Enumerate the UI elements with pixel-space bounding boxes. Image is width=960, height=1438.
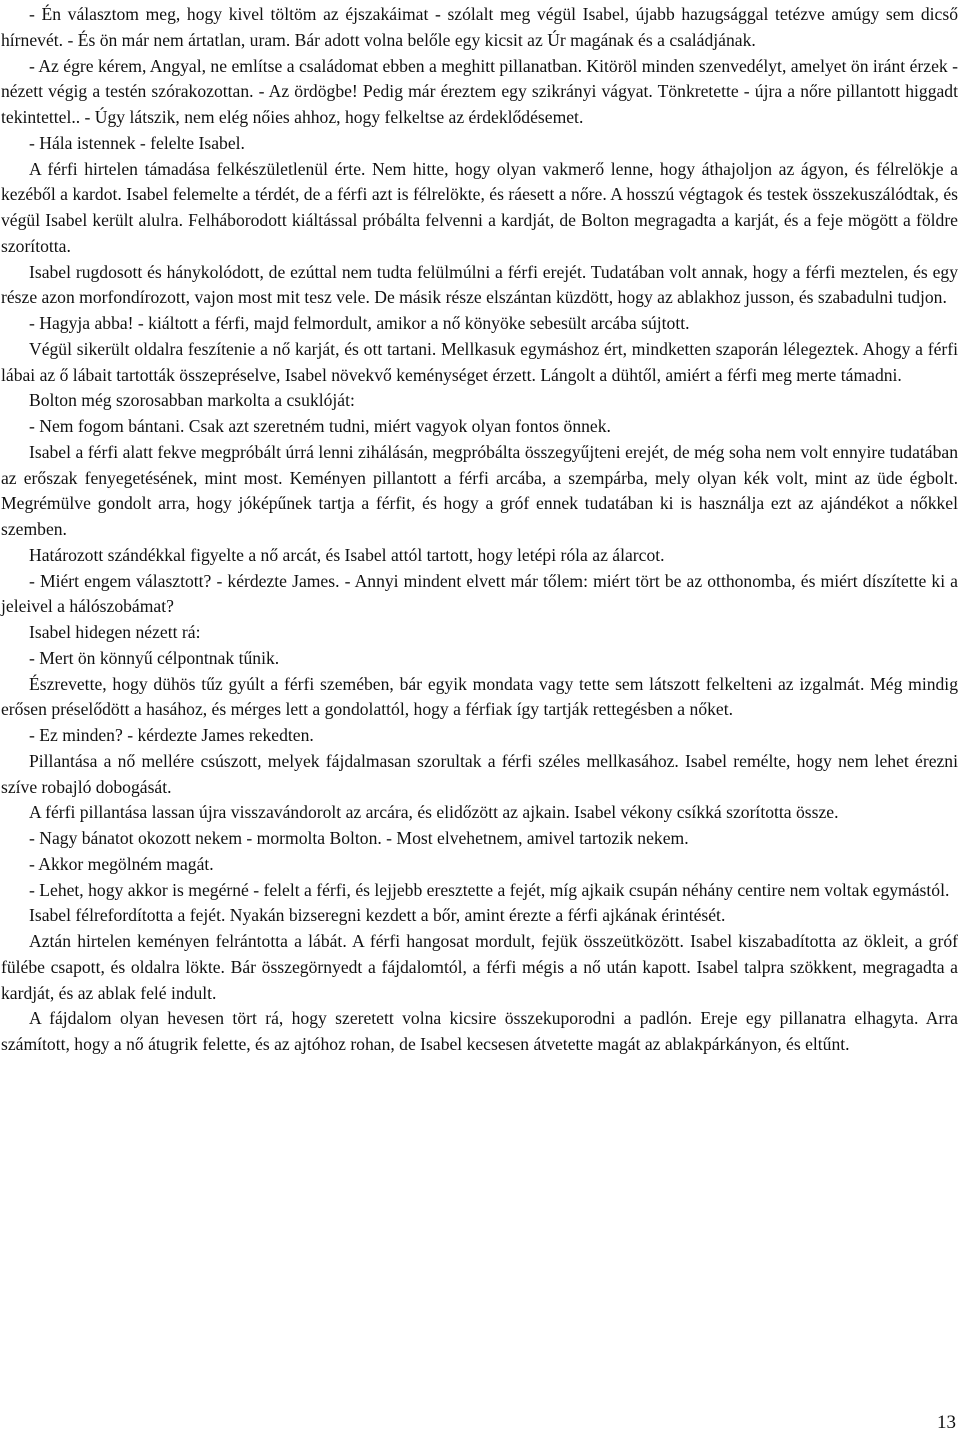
paragraph: Határozott szándékkal figyelte a nő arcát, és Isabel attól tartott, hogy letépi róla az álarcot. [29,544,665,565]
paragraph: - Én választom meg, hogy kivel töltöm az éjszakáimat - szólalt meg végül Isabel, újabb hazugsággal tetézve amúgy sem dicső hírnevét. - És ön már nem ártatlan, uram. Bár adott volna belőle egy kicsit az Úr magának és a családjának. [1,4,958,50]
paragraph: Isabel hidegen nézett rá: [29,622,201,642]
paragraph: Isabel félrefordította a fejét. Nyakán bizseregni kezdett a bőr, amint érezte a férfi ajkának érintését. [29,905,726,926]
paragraph: - Nagy bánatot okozott nekem - mormolta Bolton. - Most elvehetnem, amivel tartozik nekem. [29,828,689,848]
paragraph: - Lehet, hogy akkor is megérné - felelt a férfi, és lejjebb eresztette a fejét, míg ajkaik csupán néhány centire nem voltak egymástól. [29,879,950,900]
paragraph: Pillantása a nő mellére csúszott, melyek fájdalmasan szorultak a férfi széles mellkasához. Isabel remélte, hogy nem lehet érezni szíve robajló dobogását. [1,750,958,797]
paragraph: A férfi pillantása lassan újra visszavándorolt az arcára, és elidőzött az ajkain. Isabel vékony csíkká szorította össze. [29,802,839,823]
paragraph: Bolton még szorosabban markolta a csuklóját: [29,390,355,411]
paragraph: - Miért engem választott? - kérdezte James. - Annyi mindent elvett már tőlem: miért tört be az otthonomba, és miért díszítette ki a jeleivel a hálószobámat? [1,570,958,617]
paragraph: Aztán hirtelen keményen felrántotta a lábát. A férfi hangosat mordult, fejük összeütközött. Isabel kiszabadította az ökleit, a gróf fülébe csapott, és oldalra lökte. Bár összegörnyedt a fájdalomtól, a férfi mégis a nő után kapott. Isabel talpra szökkent, megragadta a kardját, és az ablak felé indult. [1,931,958,1003]
paragraph: - Az égre kérem, Angyal, ne említse a családomat ebben a meghitt pillanatban. Kitöröl minden szenvedélyt, amelyet ön iránt érzek - nézett végig a testén szórakozottan. - Az ördögbe! Pedig már éreztem egy szikrányi vágyat. Tönkretette - újra a nőre pillantott higgadt tekintettel.. - Úgy látszik, nem elég nőies ahhoz, hogy felkeltse az érdeklődésemet. [1,55,958,127]
paragraph: Isabel rugdosott és hánykolódott, de ezúttal nem tudta felülmúlni a férfi erejét. Tudatában volt annak, hogy a férfi meztelen, és egy része azon morfondírozott, vajon most mit tesz vele. De másik része elszántan küzdött, hogy az ablakhoz jusson, és szabadulni tudjon. [1,261,958,308]
paragraph: - Akkor megölném magát. [29,853,214,874]
paragraph: - Ez minden? - kérdezte James rekedten. [29,725,314,745]
paragraph: A férfi hirtelen támadása felkészületlenül érte. Nem hitte, hogy olyan vakmerő lenne, hogy áthajoljon az ágyon, és félrelökje a kezéből a kardot. Isabel felemelte a térdét, de a férfi azt is félrelökte, és ráesett a nőre. A hosszú végtagok és testek összekuszálódtak, és végül Isabel került alulra. Felháborodott kiáltással próbálta felvenni a kardját, de Bolton megragadta a karját, és a feje mögött a földre szorította. [1,158,958,256]
paragraph: Végül sikerült oldalra feszítenie a nő karját, és ott tartani. Mellkasuk egymáshoz ért, mindketten szaporán lélegeztek. Ahogy a férfi lábai az ő lábait tartották összepréselve, Isabel növekvő keménységet érzett. Lángolt a dühtől, amiért a férfi meg merte támadni. [1,338,958,385]
paragraph: - Hagyja abba! - kiáltott a férfi, majd felmordult, amikor a nő könyöke sebesült arcába sújtott. [29,313,690,333]
paragraph: - Mert ön könnyű célpontnak tűnik. [29,647,280,668]
paragraph: - Hála istennek - felelte Isabel. [29,132,245,153]
body-text [1,2,958,1058]
paragraph: Isabel a férfi alatt fekve megpróbált úrrá lenni zihálásán, megpróbálta összegyűjteni erejét, de még soha nem volt ennyire tudatában az erőszak fenyegetésének, mint most. Keményen pillantott a férfi arcába, a szempárba, mely olyan kék volt, mint az üde égbolt. Megrémülve gondolt arra, hogy jóképűnek tartja a férfit, és hogy a gróf ennek tudatában ki is használja ezt az ajándékot a nőkkel szemben. [1,441,958,539]
paragraph: A fájdalom olyan hevesen tört rá, hogy szeretett volna kicsire összekuporodni a padlón. Ereje egy pillanatra elhagyta. Arra számított, hogy a nő átugrik felette, és az ajtóhoz rohan, de Isabel kecsesen átvetette magát az ablakpárkányon, és eltűnt. [1,1008,958,1054]
paragraph: Észrevette, hogy dühös tűz gyúlt a férfi szemében, bár egyik mondata vagy tette sem látszott felkelteni az izgalmát. Még mindig erősen préselődött a hasához, és mérges lett a gondolattól, hogy a férfiak így tartják rettegésben a nőket. [1,673,958,720]
page-number: 13 [937,1412,956,1433]
paragraph: - Nem fogom bántani. Csak azt szeretném tudni, miért vagyok olyan fontos önnek. [29,416,611,436]
